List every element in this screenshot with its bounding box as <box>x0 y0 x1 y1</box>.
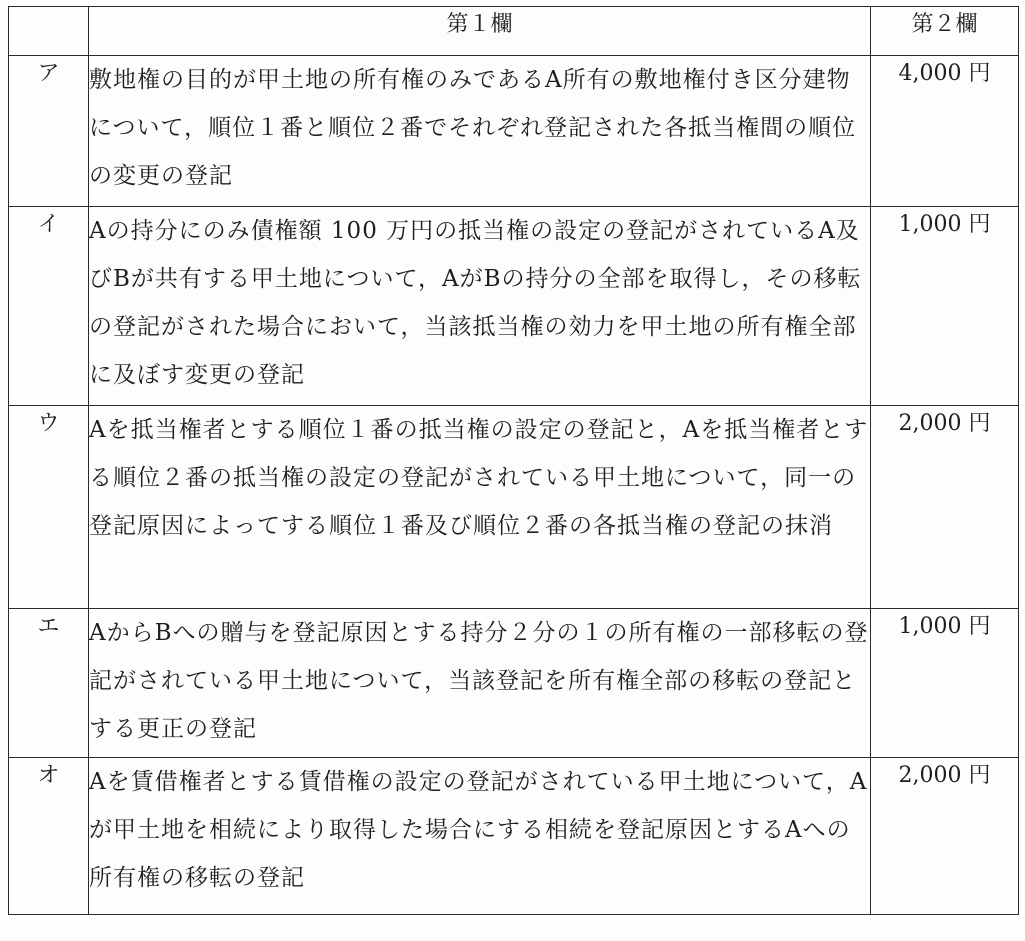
row-description: Aを賃借権者とする賃借権の設定の登記がされている甲土地について，Aが甲土地を相続により取得した場合にする相続を登記原因とするAへの所有権の移転の登記 <box>89 758 871 915</box>
row-label: エ <box>9 609 89 758</box>
row-amount: 4,000 円 <box>871 56 1019 207</box>
row-amount: 2,000 円 <box>871 758 1019 915</box>
table-row <box>9 207 1019 406</box>
row-label: イ <box>9 207 89 406</box>
table-row <box>9 758 1019 915</box>
table-row <box>9 56 1019 207</box>
table-row <box>9 609 1019 758</box>
row-description: AからBへの贈与を登記原因とする持分２分の１の所有権の一部移転の登記がされている甲土地について，当該登記を所有権全部の移転の登記とする更正の登記 <box>89 609 871 758</box>
row-description: Aを抵当権者とする順位１番の抵当権の設定の登記と，Aを抵当権者とする順位２番の抵当権の設定の登記がされている甲土地について，同一の登記原因によってする順位１番及び順位２番の各抵当権の登記の抹消 <box>89 406 871 609</box>
row-amount: 1,000 円 <box>871 609 1019 758</box>
row-amount: 1,000 円 <box>871 207 1019 406</box>
row-label: ア <box>9 56 89 207</box>
header-column-2: 第２欄 <box>871 7 1019 56</box>
header-row <box>9 7 1019 56</box>
row-description: 敷地権の目的が甲土地の所有権のみであるA所有の敷地権付き区分建物について，順位１番と順位２番でそれぞれ登記された各抵当権間の順位の変更の登記 <box>89 56 871 207</box>
row-label: オ <box>9 758 89 915</box>
row-label: ウ <box>9 406 89 609</box>
table-row <box>9 406 1019 609</box>
row-amount: 2,000 円 <box>871 406 1019 609</box>
header-label-cell <box>9 7 89 56</box>
row-description: Aの持分にのみ債権額 100 万円の抵当権の設定の登記がされているA及びBが共有する甲土地について，AがBの持分の全部を取得し，その移転の登記がされた場合において，当該抵当権の効力を甲土地の所有権全部に及ぼす変更の登記 <box>89 207 871 406</box>
header-column-1: 第１欄 <box>89 7 871 56</box>
registration-fee-table <box>8 6 1019 915</box>
